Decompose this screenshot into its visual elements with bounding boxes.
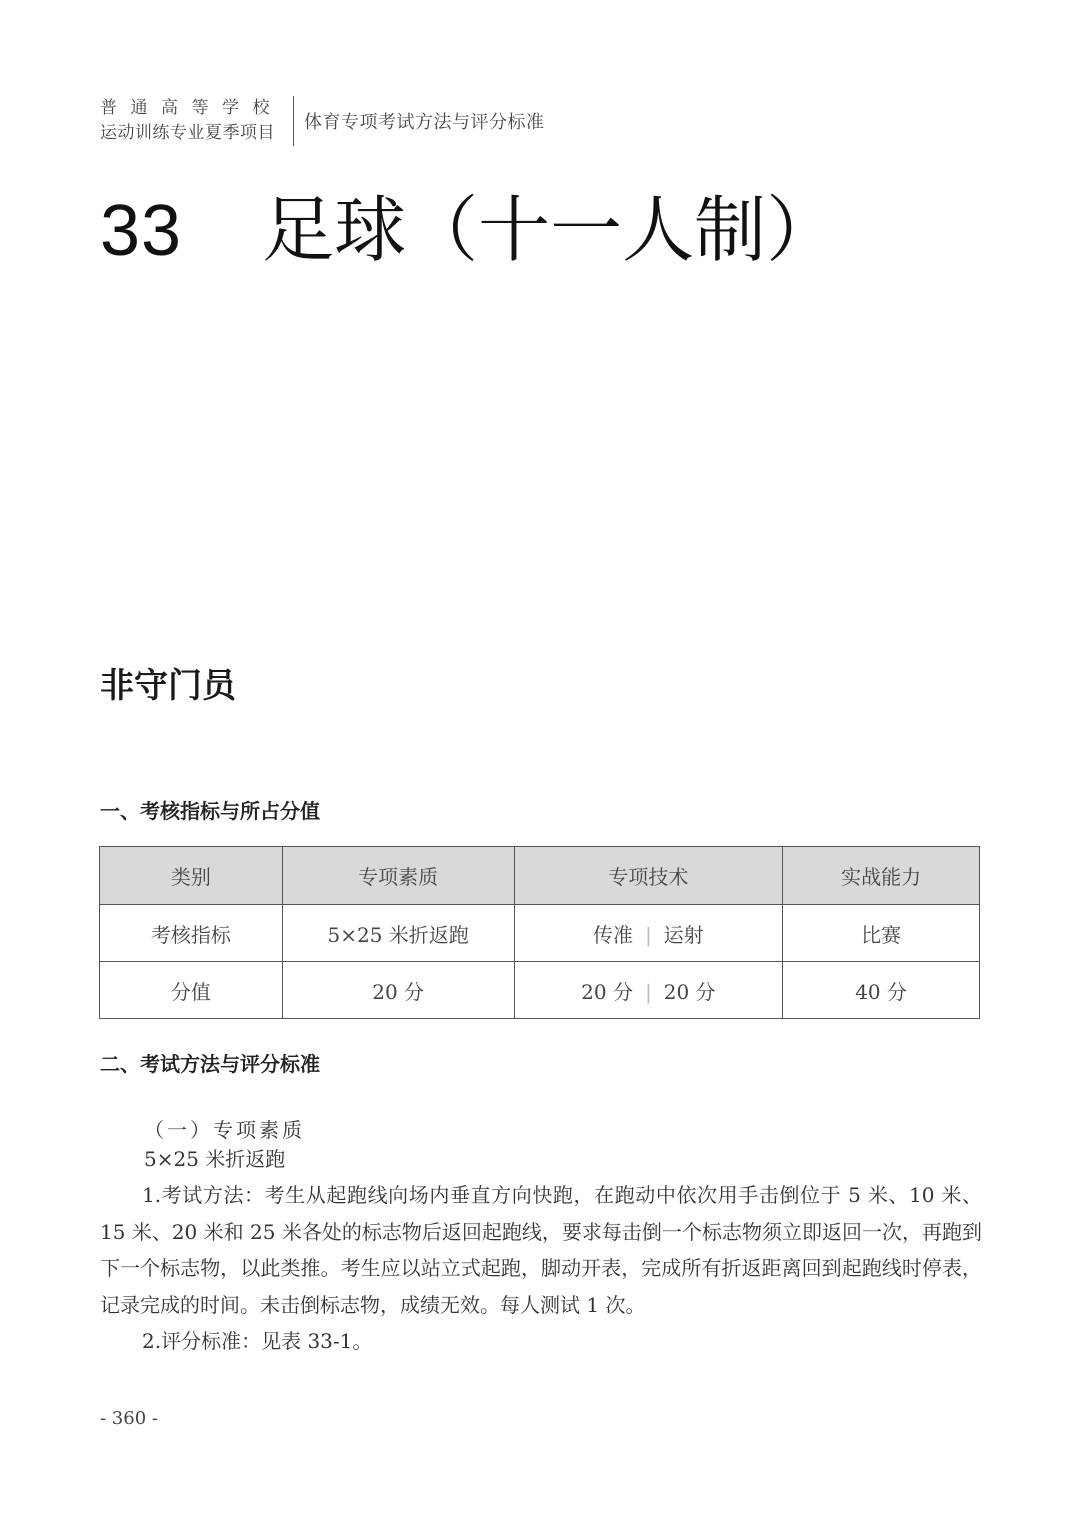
cell-technique-b: 运射 bbox=[663, 922, 704, 947]
cell-combat: 比赛 bbox=[783, 905, 980, 962]
header-combat: 实战能力 bbox=[783, 847, 980, 905]
cell-quality: 5×25 米折返跑 bbox=[282, 905, 514, 962]
table-header-row bbox=[100, 847, 980, 905]
row-label: 考核指标 bbox=[100, 905, 283, 962]
running-header bbox=[100, 96, 545, 146]
header-school-type: 普通高等学校 bbox=[100, 98, 283, 118]
cell-technique-a: 20 分 bbox=[581, 979, 633, 1004]
chapter-title bbox=[100, 186, 838, 275]
cell-technique bbox=[514, 905, 783, 962]
chapter-number: 33 bbox=[100, 191, 183, 271]
cell-combat: 40 分 bbox=[783, 962, 980, 1019]
cell-quality: 20 分 bbox=[282, 962, 514, 1019]
table-row bbox=[100, 905, 980, 962]
header-quality: 专项素质 bbox=[282, 847, 514, 905]
cell-divider: | bbox=[644, 979, 652, 1004]
cell-technique-a: 传准 bbox=[592, 922, 633, 947]
cell-divider: | bbox=[644, 922, 652, 947]
table-row bbox=[100, 962, 980, 1019]
section-title: 非守门员 bbox=[100, 666, 236, 706]
header-technique: 专项技术 bbox=[514, 847, 783, 905]
part1-heading: 一、考核指标与所占分值 bbox=[100, 799, 320, 823]
scoring-paragraph: 2.评分标准：见表 33-1。 bbox=[142, 1329, 373, 1353]
cell-technique bbox=[514, 962, 783, 1019]
header-book-title: 体育专项考试方法与评分标准 bbox=[304, 112, 545, 133]
cell-technique-b: 20 分 bbox=[663, 979, 716, 1004]
row-label: 分值 bbox=[100, 962, 283, 1019]
item-title: 5×25 米折返跑 bbox=[144, 1146, 286, 1171]
part2-heading: 二、考试方法与评分标准 bbox=[100, 1052, 320, 1076]
header-category: 类别 bbox=[100, 847, 283, 905]
method-paragraph: 1.考试方法：考生从起跑线向场内垂直方向快跑，在跑动中依次用手击倒位于 5 米、10 米、15 米、20 米和 25 米各处的标志物后返回起跑线，要求每击倒一个标志物须立即返回一次，再跑到下一个标志物，以此类推。考生应以站立式起跑，脚动开表，完成所有折返距离回到起跑线时停表，记录完成的时间。未击倒标志物，成绩无效。每人测试 1 次。 bbox=[100, 1183, 982, 1317]
subsection-heading: （一）专项素质 bbox=[144, 1118, 305, 1142]
header-program: 运动训练专业夏季项目 bbox=[100, 123, 275, 143]
chapter-name: 足球（十一人制） bbox=[262, 188, 839, 272]
part2-body bbox=[100, 1112, 982, 1360]
header-left-block bbox=[100, 96, 294, 146]
page-number: - 360 - bbox=[100, 1408, 158, 1429]
score-weight-table bbox=[99, 846, 980, 1019]
